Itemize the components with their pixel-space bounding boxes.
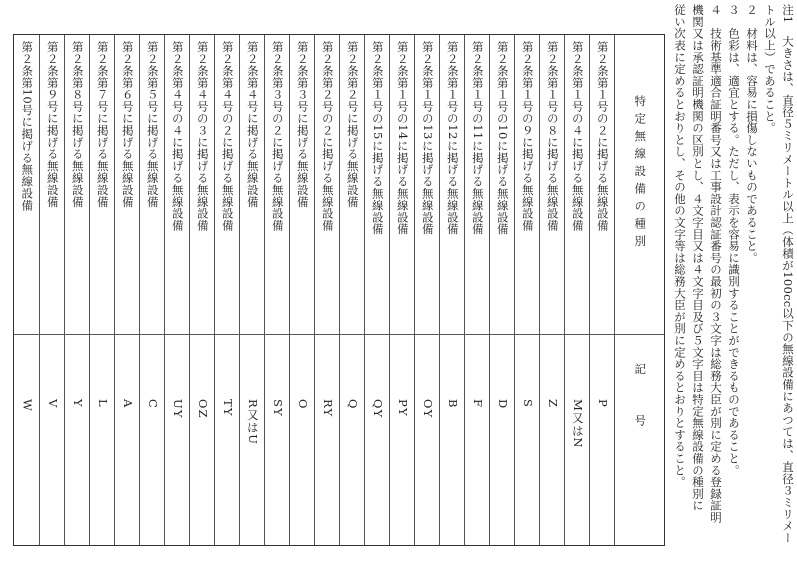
row-symbol: F: [470, 399, 485, 409]
table-row: [439, 35, 464, 545]
note-line: 機関又は承認証明機関の区別とし、４文字目又は４文字目及び５文字目は特定無線設備の種別に: [691, 4, 705, 512]
row-symbol: W: [20, 399, 35, 413]
row-type: 第２条第２号に掲げる無線設備: [345, 41, 360, 208]
table-row: [64, 35, 89, 545]
row-symbol: QY: [370, 399, 385, 419]
row-type: 第２条第６号に掲げる無線設備: [120, 41, 135, 208]
table-row: [289, 35, 314, 545]
row-type: 第２条第３号に掲げる無線設備: [295, 41, 310, 208]
row-symbol: SY: [270, 399, 285, 417]
note-line: 注1 大きさは、直径５ミリメートル以上（体積が100cc以下の無線設備にあつては、直径３ミリメー: [781, 4, 795, 544]
header-type: 特定無線設備の種別: [633, 95, 648, 253]
row-type: 第２条第９号に掲げる無線設備: [45, 41, 60, 208]
row-type: 第２条第１号の11に掲げる無線設備: [470, 41, 485, 235]
row-symbol: R又はU: [245, 399, 260, 446]
row-symbol: D: [495, 399, 510, 410]
row-type: 第２条第４号に掲げる無線設備: [245, 41, 260, 208]
row-symbol: C: [145, 399, 160, 409]
row-type: 第２条第１号の10に掲げる無線設備: [495, 41, 510, 235]
table-row: [264, 35, 289, 545]
note-line: 従い次表に定めるとおりとし、その他の文字等は総務大臣が別に定めるとおりとすること。: [673, 4, 687, 488]
row-type: 第２条第４号の４に掲げる無線設備: [170, 41, 185, 232]
table-row: [314, 35, 339, 545]
row-symbol: Y: [70, 399, 85, 408]
table-row: [164, 35, 189, 545]
note-line: ２ 材料は、容易に損傷しないものであること。: [745, 4, 759, 264]
row-symbol: V: [45, 399, 60, 409]
table-row: [239, 35, 264, 545]
row-symbol: OY: [420, 399, 435, 419]
row-type: 第２条第１号の８に掲げる無線設備: [545, 41, 560, 232]
row-type: 第２条第４号の３に掲げる無線設備: [195, 41, 210, 232]
table-row: [39, 35, 64, 545]
table-row: [339, 35, 364, 545]
row-symbol: O: [295, 399, 310, 410]
table-row: [189, 35, 214, 545]
row-symbol: A: [120, 399, 135, 409]
row-symbol: RY: [320, 399, 335, 418]
row-symbol: UY: [170, 399, 185, 419]
table-row: [389, 35, 414, 545]
row-type: 第２条第１号の９に掲げる無線設備: [520, 41, 535, 232]
header-symbol: 記号: [633, 363, 648, 466]
row-type: 第２条第10号に掲げる無線設備: [20, 41, 35, 212]
row-type: 第２条第１号の12に掲げる無線設備: [445, 41, 460, 235]
table-row: [139, 35, 164, 545]
row-symbol: Q: [345, 399, 360, 410]
row-symbol: S: [520, 399, 535, 409]
note-line: ４ 技術基準適合証明番号又は工事設計認証番号の最初の３文字は総務大臣が別に定める登録証明: [709, 4, 723, 524]
row-symbol: PY: [395, 399, 410, 417]
row-type: 第２条第１号の13に掲げる無線設備: [420, 41, 435, 235]
row-type: 第２条第４号の２に掲げる無線設備: [220, 41, 235, 232]
table-row: [564, 35, 589, 545]
row-symbol: M又はN: [570, 399, 585, 449]
row-symbol: Z: [545, 399, 560, 409]
notes-block: [662, 0, 797, 566]
table-row: [489, 35, 514, 545]
table-row: [514, 35, 539, 545]
table-header: [614, 35, 664, 545]
table-row: [214, 35, 239, 545]
table-row: [114, 35, 139, 545]
row-type: 第２条第８号に掲げる無線設備: [70, 41, 85, 208]
row-type: 第２条第１号の４に掲げる無線設備: [570, 41, 585, 232]
note-line: トル以上）であること。: [763, 4, 777, 134]
row-type: 第２条第２号の２に掲げる無線設備: [320, 41, 335, 232]
row-type: 第２条第５号に掲げる無線設備: [145, 41, 160, 208]
row-symbol: P: [595, 399, 610, 408]
row-type: 第２条第３号の２に掲げる無線設備: [270, 41, 285, 232]
table-row: [364, 35, 389, 545]
row-type: 第２条第７号に掲げる無線設備: [95, 41, 110, 208]
table-row: [414, 35, 439, 545]
table-row: [89, 35, 114, 545]
row-type: 第２条第１号の14に掲げる無線設備: [395, 41, 410, 235]
row-symbol: B: [445, 399, 460, 409]
note-line: ３ 色彩は、適宜とする。ただし、表示を容易に識別することができるものであること。: [727, 4, 741, 476]
row-symbol: TY: [220, 399, 235, 417]
table-row: [539, 35, 564, 545]
row-symbol: OZ: [195, 399, 210, 419]
device-type-table: [13, 34, 665, 546]
row-symbol: L: [95, 399, 110, 408]
row-type: 第２条第１号の15に掲げる無線設備: [370, 41, 385, 235]
table-row: [464, 35, 489, 545]
table-row: [589, 35, 614, 545]
table-row: [14, 35, 39, 545]
row-type: 第２条第１号の２に掲げる無線設備: [595, 41, 610, 232]
